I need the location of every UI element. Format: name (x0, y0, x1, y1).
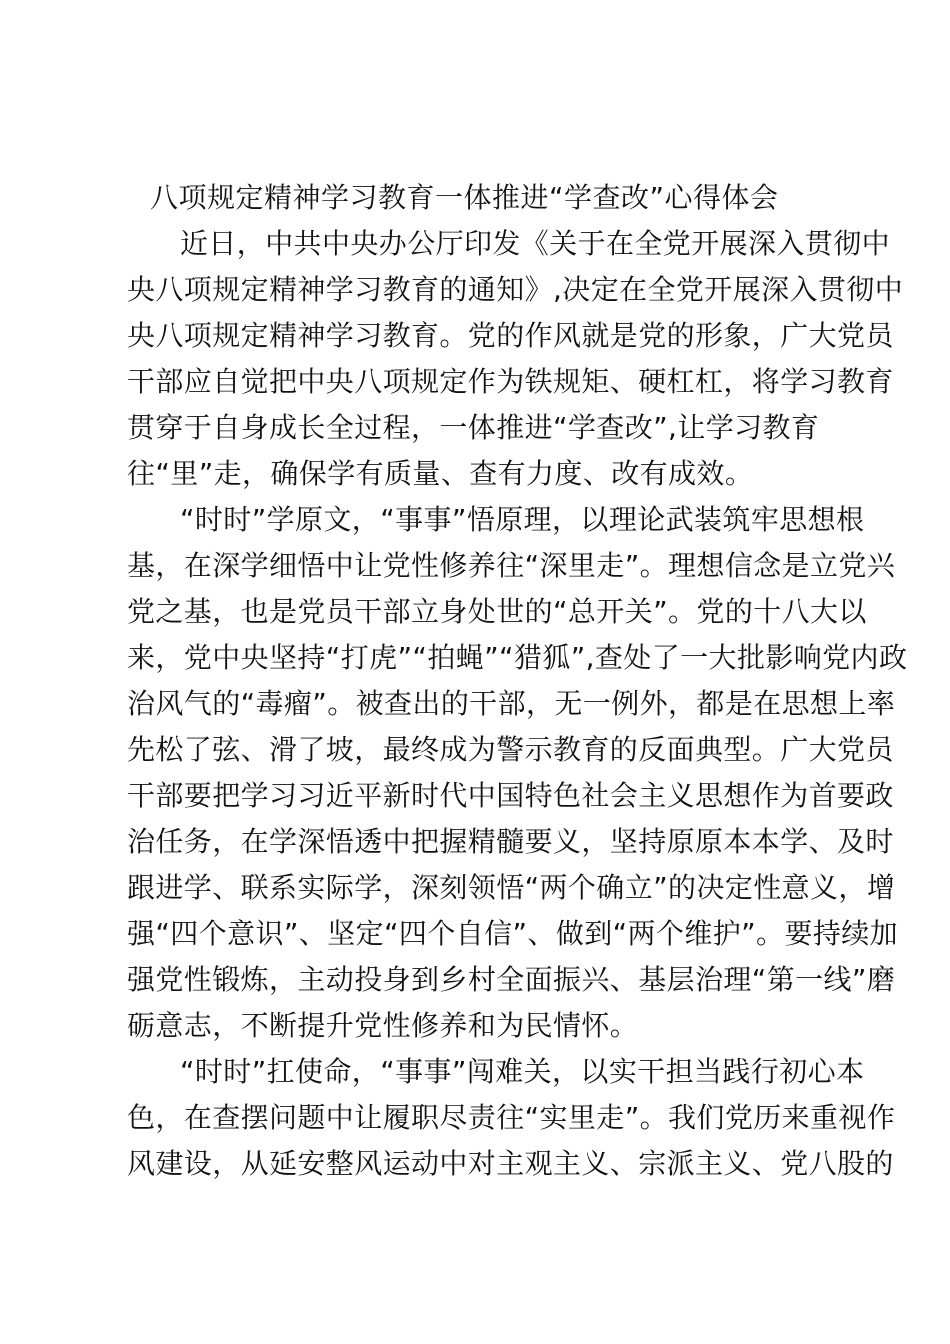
paragraph-1-line: 近日，中共中央办公厅印发《关于在全党开展深入贯彻中 (180, 227, 891, 260)
paragraph-2-line: 先松了弦、滑了坡，最终成为警示教育的反面典型。广大党员 (127, 733, 894, 766)
paragraph-2-line: 基，在深学细悟中让党性修养往“深里走”。理想信念是立党兴 (127, 549, 896, 582)
paragraph-2-line: 干部要把学习习近平新时代中国特色社会主义思想作为首要政 (127, 779, 894, 812)
paragraph-1-line: 央八项规定精神学习教育。党的作风就是党的形象，广大党员 (127, 319, 894, 352)
paragraph-1-line: 央八项规定精神学习教育的通知》,决定在全党开展深入贯彻中 (127, 273, 904, 306)
paragraph-2-line: 党之基，也是党员干部立身处世的“总开关”。党的十八大以 (127, 595, 867, 628)
paragraph-3-line: 风建设，从延安整风运动中对主观主义、宗派主义、党八股的 (127, 1147, 894, 1180)
paragraph-2-line: 砺意志，不断提升党性修养和为民情怀。 (127, 1009, 639, 1042)
paragraph-2-line: “时时”学原文，“事事”悟原理，以理论武装筑牢思想根 (180, 503, 865, 536)
paragraph-2-line: 治风气的“毒瘤”。被查出的干部，无一例外，都是在思想上率 (127, 687, 896, 720)
paragraph-3-line: 色，在查摆问题中让履职尽责往“实里走”。我们党历来重视作 (127, 1101, 896, 1134)
paragraph-1-line: 往“里”走，确保学有质量、查有力度、改有成效。 (127, 457, 754, 490)
paragraph-2-line: 强党性锻炼，主动投身到乡村全面振兴、基层治理“第一线”磨 (127, 963, 896, 996)
paragraph-2-line: 强“四个意识”、坚定“四个自信”、做到“两个维护”。要持续加 (127, 917, 899, 950)
paragraph-1-line: 贯穿于自身成长全过程，一体推进“学查改”,让学习教育 (127, 411, 820, 444)
paragraph-2-line: 治任务，在学深悟透中把握精髓要义，坚持原原本本学、及时 (127, 825, 894, 858)
paragraph-2-line: 跟进学、联系实际学，深刻领悟“两个确立”的决定性意义，增 (127, 871, 896, 904)
paragraph-3-line: “时时”扛使命，“事事”闯难关，以实干担当践行初心本 (180, 1055, 865, 1088)
paragraph-2-line: 来，党中央坚持“打虎”“拍蝇”“猎狐”,查处了一大批影响党内政 (127, 641, 908, 674)
document-title: 八项规定精神学习教育一体推进“学查改”心得体会 (150, 181, 779, 214)
paragraph-1-line: 干部应自觉把中央八项规定作为铁规矩、硬杠杠，将学习教育 (127, 365, 894, 398)
